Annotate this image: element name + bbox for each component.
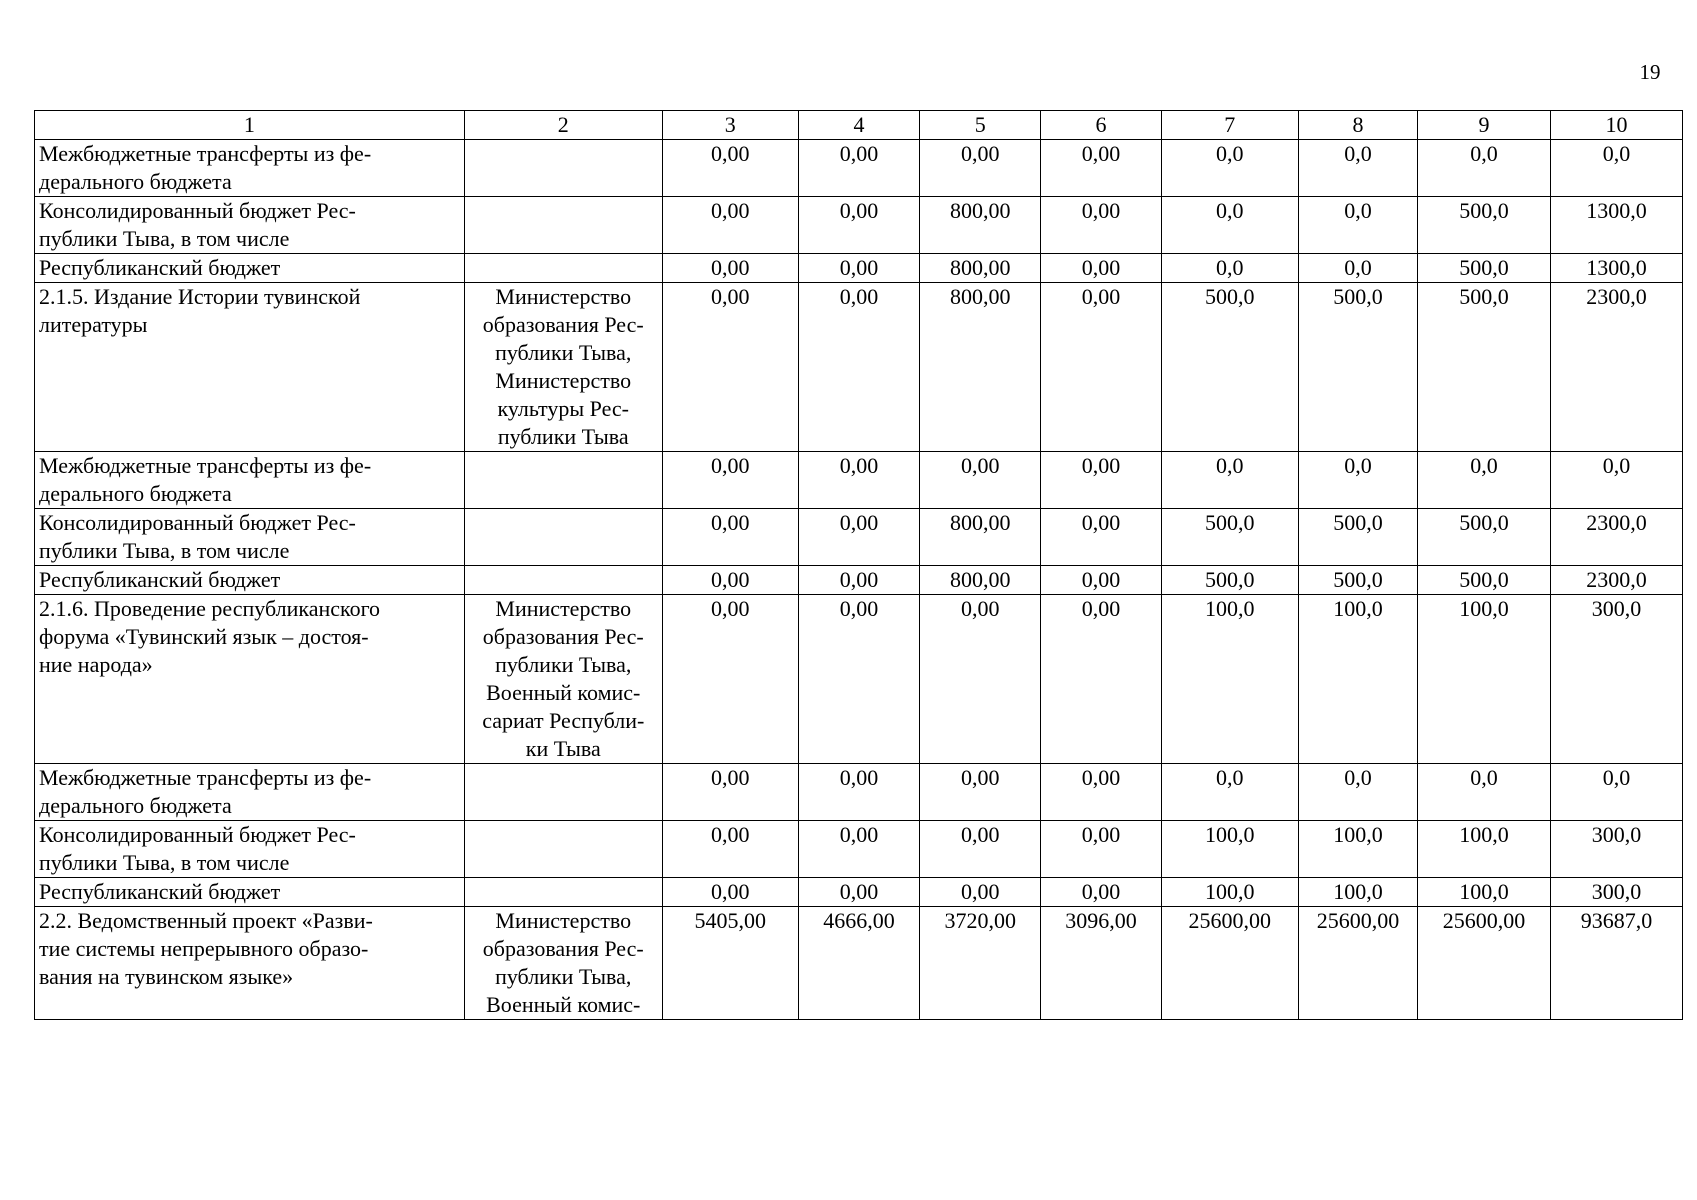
row-value-cell: 500,0 [1418, 566, 1551, 595]
row-value-cell: 0,0 [1161, 197, 1298, 254]
row-executor-cell: Министерство образования Рес- публики Тыва, Военный комис- сариат Республи- ки Тыва [464, 595, 662, 764]
row-value-cell: 0,00 [920, 452, 1041, 509]
row-value-cell: 0,00 [798, 566, 919, 595]
row-name-cell: Межбюджетные трансферты из фе- дерального бюджета [35, 140, 465, 197]
row-value-cell: 100,0 [1298, 821, 1417, 878]
row-value-cell: 0,00 [662, 509, 798, 566]
row-value-cell: 800,00 [920, 283, 1041, 452]
row-value-cell: 0,00 [1041, 197, 1161, 254]
row-value-cell: 0,00 [662, 254, 798, 283]
row-value-cell: 0,00 [662, 821, 798, 878]
row-value-cell: 0,0 [1418, 140, 1551, 197]
table-row [35, 764, 1683, 821]
row-name-cell: Республиканский бюджет [35, 566, 465, 595]
row-value-cell: 0,00 [798, 764, 919, 821]
row-value-cell: 1300,0 [1551, 254, 1683, 283]
row-value-cell: 1300,0 [1551, 197, 1683, 254]
column-header: 1 [35, 111, 465, 140]
row-value-cell: 0,0 [1298, 197, 1417, 254]
row-value-cell: 0,0 [1161, 140, 1298, 197]
row-value-cell: 800,00 [920, 566, 1041, 595]
row-value-cell: 0,00 [1041, 821, 1161, 878]
column-header: 9 [1418, 111, 1551, 140]
row-value-cell: 0,00 [798, 878, 919, 907]
column-header: 4 [798, 111, 919, 140]
table-row [35, 197, 1683, 254]
page-number: 19 [1639, 60, 1661, 84]
row-value-cell: 500,0 [1298, 509, 1417, 566]
row-value-cell: 0,00 [1041, 254, 1161, 283]
row-name-cell: 2.1.5. Издание Истории тувинской литературы [35, 283, 465, 452]
row-value-cell: 500,0 [1418, 197, 1551, 254]
column-header: 5 [920, 111, 1041, 140]
row-value-cell: 100,0 [1161, 878, 1298, 907]
row-value-cell: 0,0 [1551, 452, 1683, 509]
row-value-cell: 500,0 [1418, 509, 1551, 566]
table-row [35, 283, 1683, 452]
table-row [35, 452, 1683, 509]
row-value-cell: 93687,0 [1551, 907, 1683, 1020]
table-row [35, 566, 1683, 595]
table-row [35, 140, 1683, 197]
row-value-cell: 0,00 [1041, 566, 1161, 595]
row-value-cell: 2300,0 [1551, 566, 1683, 595]
row-value-cell: 0,00 [798, 197, 919, 254]
row-executor-cell [464, 254, 662, 283]
row-value-cell: 4666,00 [798, 907, 919, 1020]
row-value-cell: 500,0 [1298, 566, 1417, 595]
row-name-cell: Республиканский бюджет [35, 254, 465, 283]
row-value-cell: 0,0 [1161, 764, 1298, 821]
row-value-cell: 0,00 [662, 595, 798, 764]
table-row [35, 595, 1683, 764]
row-value-cell: 0,00 [798, 452, 919, 509]
row-value-cell: 0,00 [798, 140, 919, 197]
row-value-cell: 500,0 [1418, 283, 1551, 452]
column-header: 10 [1551, 111, 1683, 140]
row-value-cell: 0,0 [1551, 140, 1683, 197]
row-value-cell: 0,00 [798, 509, 919, 566]
row-value-cell: 800,00 [920, 254, 1041, 283]
row-value-cell: 25600,00 [1418, 907, 1551, 1020]
row-value-cell: 0,0 [1298, 140, 1417, 197]
row-value-cell: 0,00 [662, 452, 798, 509]
row-value-cell: 0,00 [1041, 595, 1161, 764]
row-value-cell: 0,0 [1418, 452, 1551, 509]
row-name-cell: 2.1.6. Проведение республиканского форума «Тувинский язык – достоя- ние народа» [35, 595, 465, 764]
row-value-cell: 800,00 [920, 509, 1041, 566]
row-value-cell: 0,00 [1041, 509, 1161, 566]
row-value-cell: 25600,00 [1298, 907, 1417, 1020]
row-name-cell: Республиканский бюджет [35, 878, 465, 907]
column-header: 8 [1298, 111, 1417, 140]
row-value-cell: 100,0 [1418, 821, 1551, 878]
row-value-cell: 300,0 [1551, 595, 1683, 764]
row-value-cell: 500,0 [1161, 509, 1298, 566]
row-value-cell: 0,00 [1041, 452, 1161, 509]
column-header: 3 [662, 111, 798, 140]
row-value-cell: 0,00 [920, 764, 1041, 821]
column-header: 6 [1041, 111, 1161, 140]
row-value-cell: 100,0 [1418, 878, 1551, 907]
row-value-cell: 0,00 [920, 595, 1041, 764]
row-value-cell: 0,0 [1298, 254, 1417, 283]
row-value-cell: 25600,00 [1161, 907, 1298, 1020]
row-value-cell: 0,0 [1161, 254, 1298, 283]
row-value-cell: 100,0 [1161, 821, 1298, 878]
row-value-cell: 500,0 [1418, 254, 1551, 283]
row-executor-cell [464, 140, 662, 197]
row-name-cell: Межбюджетные трансферты из фе- дерального бюджета [35, 452, 465, 509]
column-header: 2 [464, 111, 662, 140]
row-value-cell: 0,00 [798, 595, 919, 764]
row-value-cell: 0,00 [1041, 878, 1161, 907]
row-value-cell: 2300,0 [1551, 283, 1683, 452]
row-value-cell: 3720,00 [920, 907, 1041, 1020]
table-row [35, 878, 1683, 907]
table-row [35, 254, 1683, 283]
row-value-cell: 800,00 [920, 197, 1041, 254]
row-value-cell: 0,0 [1161, 452, 1298, 509]
row-value-cell: 5405,00 [662, 907, 798, 1020]
table-row [35, 907, 1683, 1020]
row-name-cell: Межбюджетные трансферты из фе- дерального бюджета [35, 764, 465, 821]
row-value-cell: 0,00 [662, 140, 798, 197]
row-executor-cell [464, 878, 662, 907]
row-executor-cell [464, 509, 662, 566]
row-value-cell: 0,00 [798, 254, 919, 283]
row-value-cell: 100,0 [1418, 595, 1551, 764]
row-value-cell: 0,00 [662, 283, 798, 452]
row-name-cell: 2.2. Ведомственный проект «Разви- тие системы непрерывного образо- вания на тувинском языке» [35, 907, 465, 1020]
row-value-cell: 0,00 [920, 821, 1041, 878]
table-header-row [35, 111, 1683, 140]
row-value-cell: 0,00 [920, 878, 1041, 907]
row-name-cell: Консолидированный бюджет Рес- публики Тыва, в том числе [35, 821, 465, 878]
row-executor-cell [464, 452, 662, 509]
column-header: 7 [1161, 111, 1298, 140]
row-value-cell: 0,00 [1041, 283, 1161, 452]
row-executor-cell [464, 821, 662, 878]
row-value-cell: 0,00 [662, 878, 798, 907]
row-value-cell: 500,0 [1161, 283, 1298, 452]
row-value-cell: 500,0 [1161, 566, 1298, 595]
row-value-cell: 0,00 [662, 764, 798, 821]
row-value-cell: 0,0 [1418, 764, 1551, 821]
row-value-cell: 100,0 [1161, 595, 1298, 764]
row-value-cell: 0,00 [1041, 140, 1161, 197]
row-value-cell: 3096,00 [1041, 907, 1161, 1020]
row-name-cell: Консолидированный бюджет Рес- публики Тыва, в том числе [35, 509, 465, 566]
row-value-cell: 2300,0 [1551, 509, 1683, 566]
row-value-cell: 0,0 [1298, 764, 1417, 821]
row-executor-cell [464, 197, 662, 254]
row-executor-cell [464, 566, 662, 595]
row-value-cell: 0,00 [1041, 764, 1161, 821]
row-executor-cell [464, 764, 662, 821]
row-executor-cell: Министерство образования Рес- публики Тыва, Военный комис- [464, 907, 662, 1020]
row-value-cell: 300,0 [1551, 821, 1683, 878]
row-value-cell: 0,0 [1298, 452, 1417, 509]
row-value-cell: 300,0 [1551, 878, 1683, 907]
row-value-cell: 0,00 [662, 197, 798, 254]
row-value-cell: 100,0 [1298, 595, 1417, 764]
row-value-cell: 0,00 [798, 821, 919, 878]
row-executor-cell: Министерство образования Рес- публики Тыва, Министерство культуры Рес- публики Тыва [464, 283, 662, 452]
row-value-cell: 0,00 [798, 283, 919, 452]
row-value-cell: 0,00 [662, 566, 798, 595]
table-row [35, 821, 1683, 878]
row-value-cell: 500,0 [1298, 283, 1417, 452]
row-value-cell: 100,0 [1298, 878, 1417, 907]
row-name-cell: Консолидированный бюджет Рес- публики Тыва, в том числе [35, 197, 465, 254]
budget-table [34, 110, 1683, 1020]
row-value-cell: 0,00 [920, 140, 1041, 197]
row-value-cell: 0,0 [1551, 764, 1683, 821]
table-row [35, 509, 1683, 566]
